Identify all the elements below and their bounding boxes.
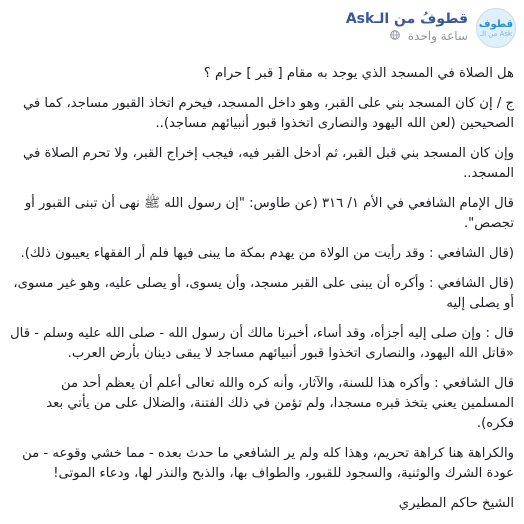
globe-icon: [390, 30, 400, 46]
post-timestamp[interactable]: [346, 28, 468, 46]
quote-paragraph: قال الشافعي : وأكره هذا للسنة، والآثار، وأنه كره والله تعالى أعلم أن يعظم أحد من المسلمين يعني يتخذ قبره مسجدا، ولم تؤمن في ذلك الفتنة، والضلال على من يأتي بعد فكره).: [46, 376, 514, 431]
page-avatar[interactable]: [476, 8, 516, 48]
answer-paragraph: وإن كان المسجد بني قبل القبر، ثم أدخل القبر فيه، فيجب إخراج القبر، ولا تحرم الصلاة في المسجد..: [23, 146, 514, 181]
quote-paragraph: (قال الشافعي : وأكره أن يبنى على القبر مسجد، وأن يسوى، أو يصلى عليه، وهو غير مسوى، أو يصلى إليه: [13, 276, 514, 311]
page-name-link[interactable]: قطوفُ من الـAsk: [345, 11, 468, 27]
quote-paragraph: قال الإمام الشافعي في الأم ١/ ٣١٦ (عن طاوس: "إن رسول الله ﷺ نهى أن تبنى القبور أو تجصص".: [24, 196, 514, 231]
answer-paragraph: ج / إن كان المسجد بني على القبر، وهو داخل المسجد، فيحرم اتخاذ القبور مساجد، كما في الصحيحين (لعن الله اليهود والنصارى اتخذوا قبور أنبيائهم مساجد)..: [22, 96, 514, 131]
conclusion-paragraph: والكراهة هنا كراهة تحريم، وهذا كله ولم ير الشافعي ما حدث بعده - مما خشي وقوعه - من عودة الشرك والوثنية، والسجود للقبور، والطواف بها، والذبح والنذر لها، ودعاء الموتى!: [22, 446, 514, 481]
avatar-logo-text: قطوف: [478, 18, 514, 30]
avatar-logo-subtext: من الـ Ask: [479, 29, 513, 38]
post-body: [10, 64, 514, 524]
post-meta: [346, 10, 468, 46]
timestamp-text: ساعة واحدة: [407, 29, 468, 43]
question-paragraph: هل الصلاة في المسجد الذي يوجد به مقام [ قبر ] حرام ؟: [203, 66, 514, 81]
quote-paragraph: قال : وإن صلى إليه أجزأه، وقد أساء، أخبرنا مالك أن رسول الله - صلى الله عليه وسلم - قال «قاتل الله اليهود، والنصارى اتخذوا قبور أنبيائهم مساجد لا يبقى دينان بأرض العرب.: [10, 326, 514, 361]
post-header: [346, 8, 516, 48]
author-signature: الشيخ حاكم المطيري: [398, 496, 514, 511]
quote-paragraph: (قال الشافعي : وقد رأيت من الولاة من يهدم بمكة ما يبنى فيها فلم أر الفقهاء يعيبون ذلك).: [20, 246, 514, 261]
